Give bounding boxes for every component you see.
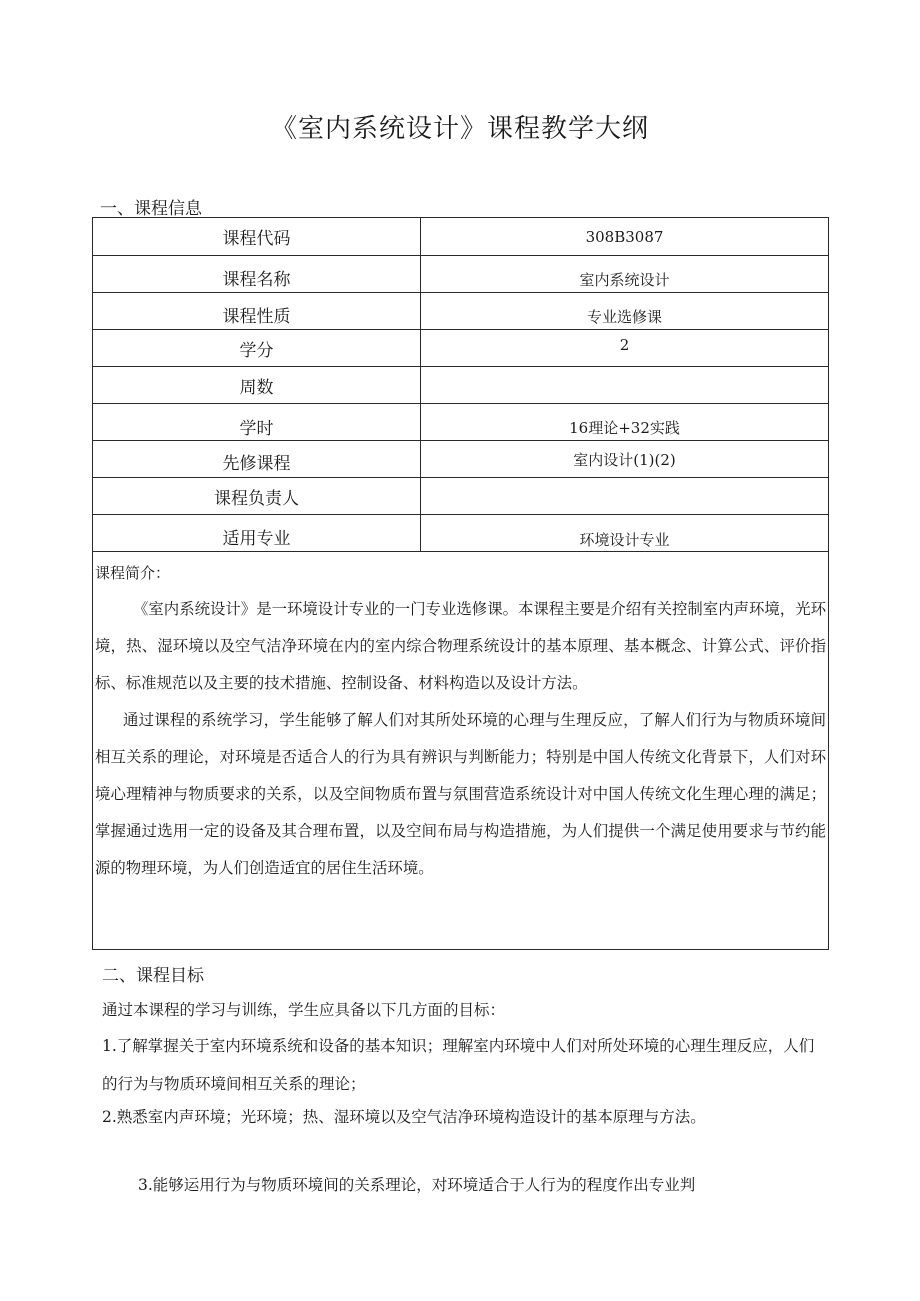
goal-item: 1.了解掌握关于室内环境系统和设备的基本知识；理解室内环境中人们对所处环境的心理生理反应，人们的行为与物质环境间相互关系的理论； [102, 1037, 815, 1093]
table-row [93, 478, 829, 515]
section-heading-course-goals: 二、课程目标 [102, 966, 204, 986]
row-label: 适用专业 [93, 515, 421, 552]
course-intro-cell [93, 552, 829, 950]
course-info-table [92, 217, 829, 950]
table-row [93, 441, 829, 478]
row-value: 环境设计专业 [421, 515, 829, 552]
section-heading-course-info: 一、课程信息 [100, 199, 202, 219]
row-value: 室内设计(1)(2) [421, 441, 829, 478]
table-row [93, 404, 829, 441]
document-title: 《室内系统设计》课程教学大纲 [270, 114, 649, 144]
course-intro-label: 课程简介： [95, 564, 171, 582]
goal-item: 3.能够运用行为与物质环境间的关系理论，对环境适合于人行为的程度作出专业判 [138, 1176, 696, 1194]
goals-intro: 通过本课程的学习与训练，学生应具备以下几方面的目标： [102, 1001, 506, 1019]
table-row [93, 330, 829, 367]
table-row [93, 256, 829, 293]
course-intro-paragraph: 通过课程的系统学习，学生能够了解人们对其所处环境的心理与生理反应，了解人们行为与物质环境间相互关系的理论，对环境是否适合人的行为具有辨识与判断能力；特别是中国人传统文化背景下，人们对环境心理精神与物质要求的关系，以及空间物质布置与氛围营造系统设计对中国人传统文化生理心理的满足；掌握通过选用一定的设备及其合理布置，以及空间布局与构造措施，为人们提供一个满足使用要求与节约能源的物理环境，为人们创造适宜的居住生活环境。 [95, 711, 826, 877]
row-label: 学时 [93, 404, 421, 441]
row-label: 学分 [93, 330, 421, 367]
row-value: 308B3087 [421, 218, 829, 256]
row-label: 课程性质 [93, 293, 421, 330]
row-label: 课程负责人 [93, 478, 421, 515]
row-value: 2 [421, 330, 829, 367]
row-value [421, 478, 829, 515]
table-row [93, 515, 829, 552]
table-row [93, 218, 829, 256]
goal-item: 2.熟悉室内声环境；光环境；热、湿环境以及空气洁净环境构造设计的基本原理与方法。 [102, 1108, 706, 1126]
row-label: 周数 [93, 367, 421, 404]
row-label: 课程代码 [93, 218, 421, 256]
table-row [93, 293, 829, 330]
row-value: 专业选修课 [421, 293, 829, 330]
row-label: 先修课程 [93, 441, 421, 478]
row-value [421, 367, 829, 404]
table-row [93, 367, 829, 404]
table-row [93, 552, 829, 950]
row-value: 16理论+32实践 [421, 404, 829, 441]
course-intro-paragraph: 《室内系统设计》是一环境设计专业的一门专业选修课。本课程主要是介绍有关控制室内声环境，光环境，热、湿环境以及空气洁净环境在内的室内综合物理系统设计的基本原理、基本概念、计算公式、评价指标、标准规范以及主要的技术措施、控制设备、材料构造以及设计方法。 [95, 600, 826, 692]
row-label: 课程名称 [93, 256, 421, 293]
row-value: 室内系统设计 [421, 256, 829, 293]
